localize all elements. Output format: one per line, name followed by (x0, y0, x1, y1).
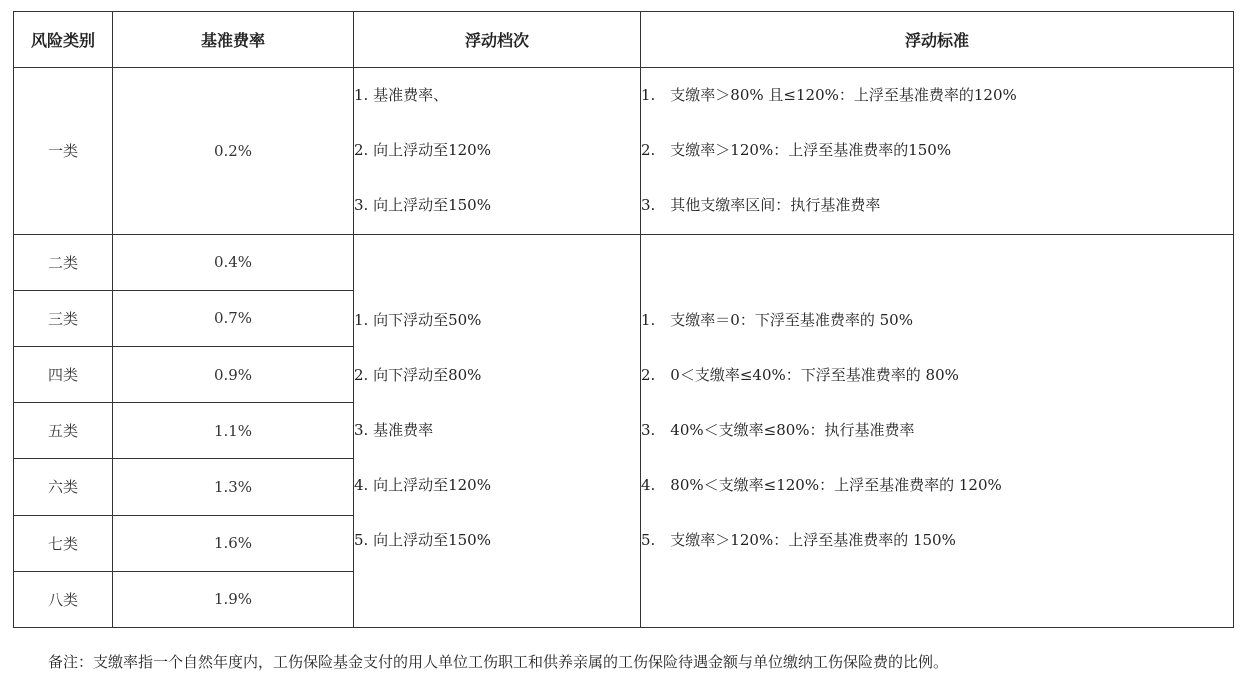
standard-line: 3. 40%＜支缴率≤80%：执行基准费率 (641, 421, 915, 440)
base-rate-cell: 0.9% (113, 347, 354, 403)
category-cell: 六类 (14, 459, 113, 515)
standard-line: 1. 支缴率＞80% 且≤120%：上浮至基准费率的120% (641, 86, 1017, 105)
base-rate-cell: 0.2% (113, 68, 354, 235)
table-row (14, 234, 1234, 290)
standard-line: 2. 支缴率＞120%：上浮至基准费率的150% (641, 141, 952, 160)
tier-line: 4. 向上浮动至120% (354, 476, 491, 495)
cropped-caption (0, 0, 560, 6)
footnote: 备注：支缴率指一个自然年度内，工伤保险基金支付的用人单位工伤职工和供养亲属的工伤保险待遇金额与单位缴纳工伤保险费的比例。 (48, 653, 949, 671)
standard-line: 4. 80%＜支缴率≤120%：上浮至基准费率的 120% (641, 476, 1002, 495)
base-rate-cell: 0.4% (113, 234, 354, 290)
category-cell: 五类 (14, 403, 113, 459)
category-cell: 八类 (14, 571, 113, 627)
tier-line: 2. 向上浮动至120% (354, 141, 491, 160)
header-base-rate: 基准费率 (113, 12, 354, 68)
base-rate-cell: 1.9% (113, 571, 354, 627)
tier-line: 3. 基准费率 (354, 421, 434, 440)
header-float-tier: 浮动档次 (354, 12, 641, 68)
standard-cell-group1 (641, 68, 1234, 235)
rate-table (13, 11, 1234, 628)
category-cell: 三类 (14, 290, 113, 346)
base-rate-cell: 1.6% (113, 515, 354, 571)
base-rate-cell: 1.1% (113, 403, 354, 459)
category-cell: 七类 (14, 515, 113, 571)
standard-line: 3. 其他支缴率区间：执行基准费率 (641, 196, 881, 215)
base-rate-cell: 0.7% (113, 290, 354, 346)
category-cell: 一类 (14, 68, 113, 235)
tier-line: 2. 向下浮动至80% (354, 366, 482, 385)
standard-line: 2. 0＜支缴率≤40%：下浮至基准费率的 80% (641, 366, 959, 385)
base-rate-cell: 1.3% (113, 459, 354, 515)
tier-line: 5. 向上浮动至150% (354, 531, 491, 550)
tier-cell-group2 (354, 234, 641, 627)
table-row (14, 68, 1234, 235)
standard-line: 5. 支缴率＞120%：上浮至基准费率的 150% (641, 531, 956, 550)
header-risk-category: 风险类别 (14, 12, 113, 68)
tier-cell-group1 (354, 68, 641, 235)
category-cell: 四类 (14, 347, 113, 403)
tier-line: 3. 向上浮动至150% (354, 196, 491, 215)
header-row (14, 12, 1234, 68)
standard-line: 1. 支缴率＝0：下浮至基准费率的 50% (641, 311, 913, 330)
header-float-standard: 浮动标准 (641, 12, 1234, 68)
tier-line: 1. 向下浮动至50% (354, 311, 482, 330)
standard-cell-group2 (641, 234, 1234, 627)
category-cell: 二类 (14, 234, 113, 290)
tier-line: 1. 基准费率、 (354, 86, 449, 105)
